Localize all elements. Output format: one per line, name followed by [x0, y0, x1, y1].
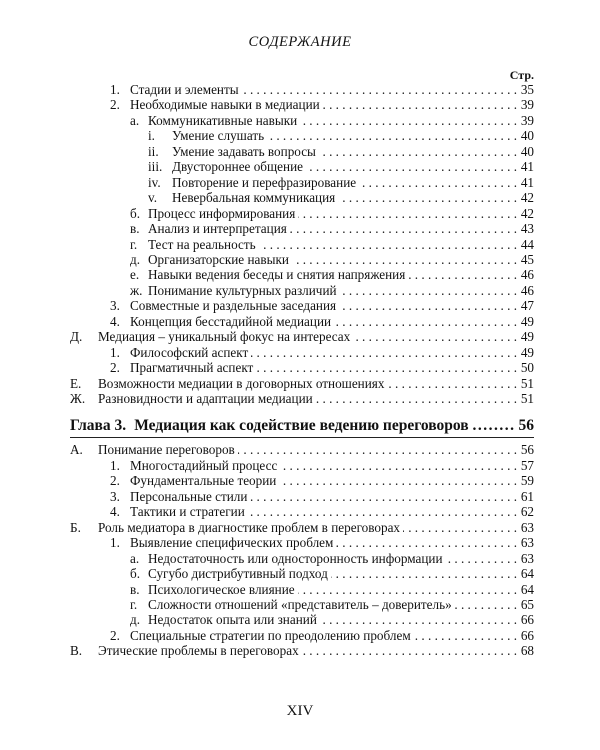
entry-title: Стадии и элементы	[130, 82, 239, 97]
toc-entry[interactable]	[130, 596, 534, 613]
entry-number: Д.	[70, 329, 83, 345]
entry-title: Фундаментальные теории	[130, 473, 277, 489]
dot-leader	[455, 596, 517, 613]
dot-leader	[414, 627, 517, 644]
entry-title: Философский аспект	[130, 344, 249, 360]
entry-number: Ж.	[70, 391, 86, 406]
toc-entry[interactable]	[148, 143, 534, 160]
toc-entry[interactable]	[130, 236, 534, 253]
dot-leader	[323, 96, 517, 113]
dot-leader	[298, 581, 517, 598]
entry-number: v.	[148, 190, 158, 206]
dot-leader	[316, 390, 517, 407]
dot-leader	[238, 441, 517, 458]
page-column-label: Стр.	[509, 68, 534, 82]
entry-title: Коммуникативные навыки	[148, 112, 298, 128]
entry-number: г.	[130, 596, 138, 612]
entry-title: Тактики и стратегии	[130, 504, 245, 520]
dot-leader	[319, 143, 517, 160]
entry-number: в.	[130, 581, 140, 597]
toc-entry[interactable]	[70, 375, 534, 392]
entry-page-number: 47	[520, 298, 534, 314]
entry-title: Медиация – уникальный фокус на интересах	[98, 329, 351, 345]
entry-page-number: 46	[520, 267, 534, 283]
entry-page-number: 61	[520, 488, 534, 504]
entry-title: Концепция бесстадийной медиации	[130, 313, 332, 329]
toc-entry[interactable]	[110, 96, 534, 113]
page-header: СОДЕРЖАНИЕ	[248, 34, 352, 50]
entry-number: 1.	[110, 457, 120, 473]
entry-number: Е.	[70, 375, 82, 391]
dot-leader	[256, 359, 517, 376]
entry-title: Возможности медиации в договорных отношениях	[98, 375, 385, 391]
entry-page-number: 64	[520, 581, 534, 597]
dot-leader	[320, 611, 517, 628]
entry-title: Необходимые навыки в медиации	[130, 97, 320, 113]
toc-entry[interactable]	[110, 457, 534, 474]
entry-number: б.	[130, 205, 141, 221]
toc-entry[interactable]	[130, 220, 534, 237]
toc-entry[interactable]	[130, 205, 534, 222]
entry-number: а.	[130, 550, 140, 566]
entry-number: 1.	[110, 82, 120, 97]
entry-page-number: 49	[520, 344, 534, 360]
entry-page-number: 49	[520, 329, 534, 345]
toc-entry[interactable]	[130, 282, 534, 299]
toc-entry[interactable]	[110, 81, 534, 98]
entry-page-number: 40	[520, 143, 534, 159]
entry-number: i.	[148, 128, 155, 144]
entry-page-number: 49	[520, 313, 534, 329]
dot-leader	[298, 205, 517, 222]
toc-entry[interactable]	[130, 251, 534, 268]
dot-leader	[353, 328, 517, 345]
entry-number: iii.	[148, 159, 163, 175]
entry-page-number: 41	[520, 159, 534, 175]
toc-entry[interactable]	[130, 266, 534, 283]
entry-number: 1.	[110, 535, 120, 551]
dot-leader	[259, 236, 517, 253]
entry-title: Двустороннее общение	[172, 159, 303, 175]
toc-entry[interactable]	[110, 534, 534, 551]
dot-leader	[336, 534, 517, 551]
entry-page-number: 43	[520, 221, 534, 237]
toc-entry[interactable]	[110, 627, 534, 644]
entry-page-number: 59	[520, 473, 534, 489]
entry-page-number: 66	[520, 627, 534, 643]
toc-entry[interactable]	[130, 112, 534, 129]
entry-number: д.	[130, 612, 141, 628]
entry-page-number: 50	[520, 360, 534, 376]
entry-number: ii.	[148, 143, 159, 159]
entry-page-number: 57	[520, 457, 534, 473]
entry-title: Умение задавать вопросы	[172, 143, 316, 159]
entry-title: Выявление специфических проблем	[130, 535, 334, 551]
dot-leader	[280, 457, 517, 474]
toc-entry[interactable]	[110, 297, 534, 314]
dot-leader	[338, 189, 517, 206]
entry-title: Сложности отношений «представитель – доверитель»	[148, 596, 452, 612]
dot-leader	[290, 220, 517, 237]
entry-number: 2.	[110, 360, 120, 376]
toc-entry[interactable]	[70, 642, 534, 659]
entry-number: а.	[130, 112, 140, 128]
toc-entry[interactable]	[130, 581, 534, 598]
entry-title: Анализ и интерпретация	[148, 221, 287, 237]
dot-leader	[306, 158, 517, 175]
toc-entry[interactable]	[130, 565, 534, 582]
entry-page-number: 56	[518, 417, 534, 435]
entry-title: Недостаток опыта или знаний	[148, 612, 317, 628]
entry-page-number: 51	[520, 391, 534, 406]
chapter-rule	[70, 437, 534, 438]
entry-page-number: 63	[520, 535, 534, 551]
toc-entry[interactable]	[110, 313, 534, 330]
dot-leader	[300, 112, 517, 129]
entry-page-number: 41	[520, 174, 534, 190]
toc-entry[interactable]	[148, 189, 534, 206]
entry-number: В.	[70, 643, 83, 659]
entry-page-number: 63	[520, 519, 534, 535]
entry-number: 2.	[110, 627, 120, 643]
entry-page-number: 68	[520, 643, 534, 659]
toc-entry[interactable]	[148, 174, 534, 191]
dot-leader	[446, 550, 517, 567]
toc-entry[interactable]	[130, 550, 534, 567]
entry-page-number: 51	[520, 375, 534, 391]
entry-title: Роль медиатора в диагностике проблем в переговорах	[98, 519, 401, 535]
entry-page-number: 56	[520, 442, 534, 458]
entry-number: 1.	[110, 344, 120, 360]
entry-title: Понимание переговоров	[98, 442, 235, 458]
toc-entry[interactable]	[70, 328, 534, 345]
dot-leader	[267, 127, 517, 144]
dot-leader	[334, 313, 517, 330]
page-number: XIV	[286, 703, 314, 719]
dot-leader	[403, 519, 517, 536]
dot-leader	[408, 266, 517, 283]
dot-leader	[292, 251, 517, 268]
dot-leader	[387, 375, 517, 392]
entry-number: 4.	[110, 313, 120, 329]
dot-leader	[242, 81, 517, 98]
dot-leader	[331, 565, 517, 582]
toc-entry[interactable]	[110, 472, 534, 489]
dot-leader	[339, 297, 517, 314]
entry-number: 3.	[110, 488, 120, 504]
entry-title: Разновидности и адаптации медиации	[98, 391, 313, 406]
entry-title: Навыки ведения беседы и снятия напряжения	[148, 267, 406, 283]
entry-title: Организаторские навыки	[148, 251, 289, 267]
entry-title: Многостадийный процесс	[130, 457, 278, 473]
dot-leader	[302, 642, 517, 659]
entry-number: б.	[130, 566, 141, 582]
dot-leader	[279, 472, 517, 489]
entry-title: Невербальная коммуникация	[172, 190, 336, 206]
entry-number: 3.	[110, 298, 120, 314]
dot-leader	[250, 488, 517, 505]
chapter-heading[interactable]	[70, 415, 534, 437]
dot-leader	[248, 503, 517, 520]
entry-number: е.	[130, 267, 140, 283]
dot-leader	[472, 415, 516, 437]
entry-page-number: 66	[520, 612, 534, 628]
entry-page-number: 62	[520, 504, 534, 520]
entry-page-number: 63	[520, 550, 534, 566]
toc-entry[interactable]	[148, 158, 534, 175]
entry-title: Понимание культурных различий	[148, 282, 337, 298]
toc-entry[interactable]	[110, 359, 534, 376]
entry-number: iv.	[148, 174, 161, 190]
dot-leader	[251, 344, 517, 361]
entry-title: Недостаточность или односторонность информации	[148, 550, 443, 566]
entry-number: 2.	[110, 97, 120, 113]
entry-number: ж.	[130, 282, 143, 298]
toc-entry[interactable]	[110, 503, 534, 520]
entry-page-number: 40	[520, 128, 534, 144]
entry-page-number: 42	[520, 190, 534, 206]
toc-entry[interactable]	[70, 519, 534, 536]
toc-entry[interactable]	[110, 488, 534, 505]
entry-number: в.	[130, 221, 140, 237]
toc-entry[interactable]	[130, 611, 534, 628]
entry-number: 4.	[110, 504, 120, 520]
toc-entry[interactable]	[70, 390, 534, 407]
entry-page-number: 42	[520, 205, 534, 221]
entry-number: Б.	[70, 519, 81, 535]
entry-title: Умение слушать	[172, 128, 265, 144]
entry-title: Персональные стили	[130, 488, 248, 504]
entry-title: Медиация как содействие ведению переговоров	[134, 417, 469, 435]
entry-title: Специальные стратегии по преодолению проблем	[130, 627, 411, 643]
entry-title: Сугубо дистрибутивный подход	[148, 566, 328, 582]
dot-leader	[340, 282, 517, 299]
entry-page-number: 39	[520, 97, 534, 113]
entry-number: д.	[130, 251, 141, 267]
entry-page-number: 35	[520, 82, 534, 97]
entry-title: Повторение и перефразирование	[172, 174, 357, 190]
entry-page-number: 45	[520, 251, 534, 267]
entry-page-number: 39	[520, 112, 534, 128]
entry-title: Процесс информирования	[148, 205, 296, 221]
entry-title: Совместные и раздельные заседания	[130, 298, 337, 314]
entry-title: Психологическое влияние	[148, 581, 295, 597]
entry-title: Этические проблемы в переговорах	[98, 643, 299, 659]
dot-leader	[359, 174, 517, 191]
entry-title: Тест на реальность	[148, 236, 256, 252]
entry-page-number: 46	[520, 282, 534, 298]
entry-number: Глава 3.	[70, 417, 127, 435]
toc-entry[interactable]	[148, 127, 534, 144]
entry-page-number: 65	[520, 596, 534, 612]
entry-number: А.	[70, 442, 83, 458]
entry-page-number: 64	[520, 566, 534, 582]
entry-number: г.	[130, 236, 138, 252]
toc-entry[interactable]	[70, 441, 534, 458]
entry-number: 2.	[110, 473, 120, 489]
toc-entry[interactable]	[110, 344, 534, 361]
entry-page-number: 44	[520, 236, 534, 252]
entry-title: Прагматичный аспект	[130, 360, 254, 376]
